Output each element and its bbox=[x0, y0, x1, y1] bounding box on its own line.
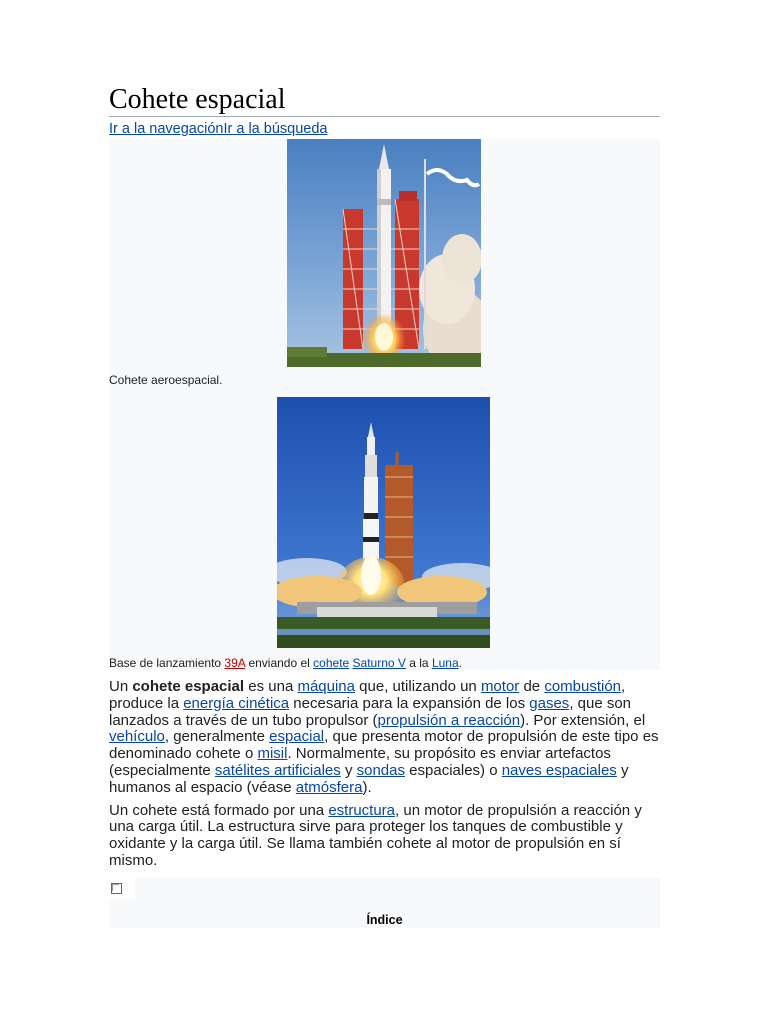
page-title: Cohete espacial bbox=[109, 84, 660, 117]
toc-toggle-checkbox-icon[interactable] bbox=[111, 883, 122, 894]
article-subject: cohete espacial bbox=[132, 678, 245, 695]
caption-text: enviando el bbox=[245, 656, 314, 670]
intro-paragraph bbox=[109, 679, 660, 797]
link-sondas[interactable]: sondas bbox=[356, 761, 405, 779]
saturn-v-launch-photo bbox=[277, 397, 490, 648]
jump-links bbox=[109, 119, 660, 139]
caption-text: Base de lanzamiento bbox=[109, 656, 225, 670]
link-misil[interactable]: misil bbox=[257, 745, 288, 763]
paragraph-text: que, utilizando un bbox=[355, 678, 481, 695]
paragraph-text: ). Por extensión, el bbox=[520, 711, 646, 729]
link-gases[interactable]: gases bbox=[529, 694, 570, 712]
paragraph-text: espaciales) o bbox=[405, 761, 502, 779]
link-atmosfera[interactable]: atmósfera bbox=[295, 778, 363, 796]
link-energia-cinetica[interactable]: energía cinética bbox=[183, 694, 290, 712]
rocket-launch-image bbox=[287, 139, 481, 367]
table-of-contents bbox=[109, 878, 660, 928]
paragraph-text: , que presenta motor de propulsión de este tipo es denominado cohete o bbox=[109, 728, 659, 763]
paragraph-text: ). bbox=[362, 778, 372, 796]
paragraph-text: . Normalmente, su propósito es enviar artefactos (especialmente bbox=[109, 745, 611, 779]
link-saturno-v[interactable]: Saturno V bbox=[352, 656, 406, 670]
jump-to-navigation-link[interactable]: Ir a la navegación bbox=[109, 121, 224, 137]
caption-text: a la bbox=[405, 656, 432, 670]
link-espacial[interactable]: espacial bbox=[269, 728, 325, 746]
image-caption-2 bbox=[109, 655, 462, 671]
structure-paragraph bbox=[109, 803, 660, 870]
paragraph-text: y humanos al espacio (véase bbox=[109, 761, 629, 796]
link-39a[interactable]: 39A bbox=[224, 656, 246, 670]
paragraph-text: necesaria para la expansión de los bbox=[289, 694, 530, 712]
toc-title: Índice bbox=[366, 912, 403, 927]
saturn-v-image bbox=[277, 397, 490, 648]
paragraph-text: , que son lanzados a través de un tubo propulsor ( bbox=[109, 694, 632, 729]
paragraph-text: y bbox=[340, 761, 357, 779]
link-satelites-artificiales[interactable]: satélites artificiales bbox=[214, 761, 341, 779]
link-luna[interactable]: Luna bbox=[431, 656, 459, 670]
link-vehiculo[interactable]: vehículo bbox=[109, 728, 165, 746]
link-cohete[interactable]: cohete bbox=[313, 656, 350, 670]
image-caption-1: Cohete aeroespacial. bbox=[109, 373, 223, 387]
paragraph-text: , generalmente bbox=[164, 728, 270, 746]
paragraph-text: de bbox=[519, 678, 545, 695]
link-estructura[interactable]: estructura bbox=[328, 801, 396, 819]
paragraph-text: Un cohete está formado por una bbox=[109, 801, 329, 819]
link-maquina[interactable]: máquina bbox=[297, 678, 355, 695]
caption-text: . bbox=[458, 656, 462, 670]
rocket-launch-photo bbox=[287, 139, 481, 367]
infobox bbox=[109, 139, 660, 670]
paragraph-text: , un motor de propulsión a reacción y una carga útil. La estructura sirve para proteger los tanques de combustible y oxidante y la carga útil. Se llama también cohete al motor de propulsión en sí mismo. bbox=[109, 801, 642, 869]
link-propulsion-a-reaccion[interactable]: propulsión a reacción bbox=[377, 711, 521, 729]
paragraph-text: , produce la bbox=[109, 678, 626, 712]
link-combustion[interactable]: combustión bbox=[544, 678, 622, 695]
paragraph-text: Un bbox=[109, 678, 133, 695]
article-content bbox=[109, 84, 660, 928]
jump-to-search-link[interactable]: Ir a la búsqueda bbox=[223, 121, 328, 137]
link-naves-espaciales[interactable]: naves espaciales bbox=[501, 761, 617, 779]
paragraph-text: es una bbox=[244, 678, 298, 695]
toc-toggle[interactable] bbox=[109, 878, 135, 899]
link-motor[interactable]: motor bbox=[480, 678, 520, 695]
